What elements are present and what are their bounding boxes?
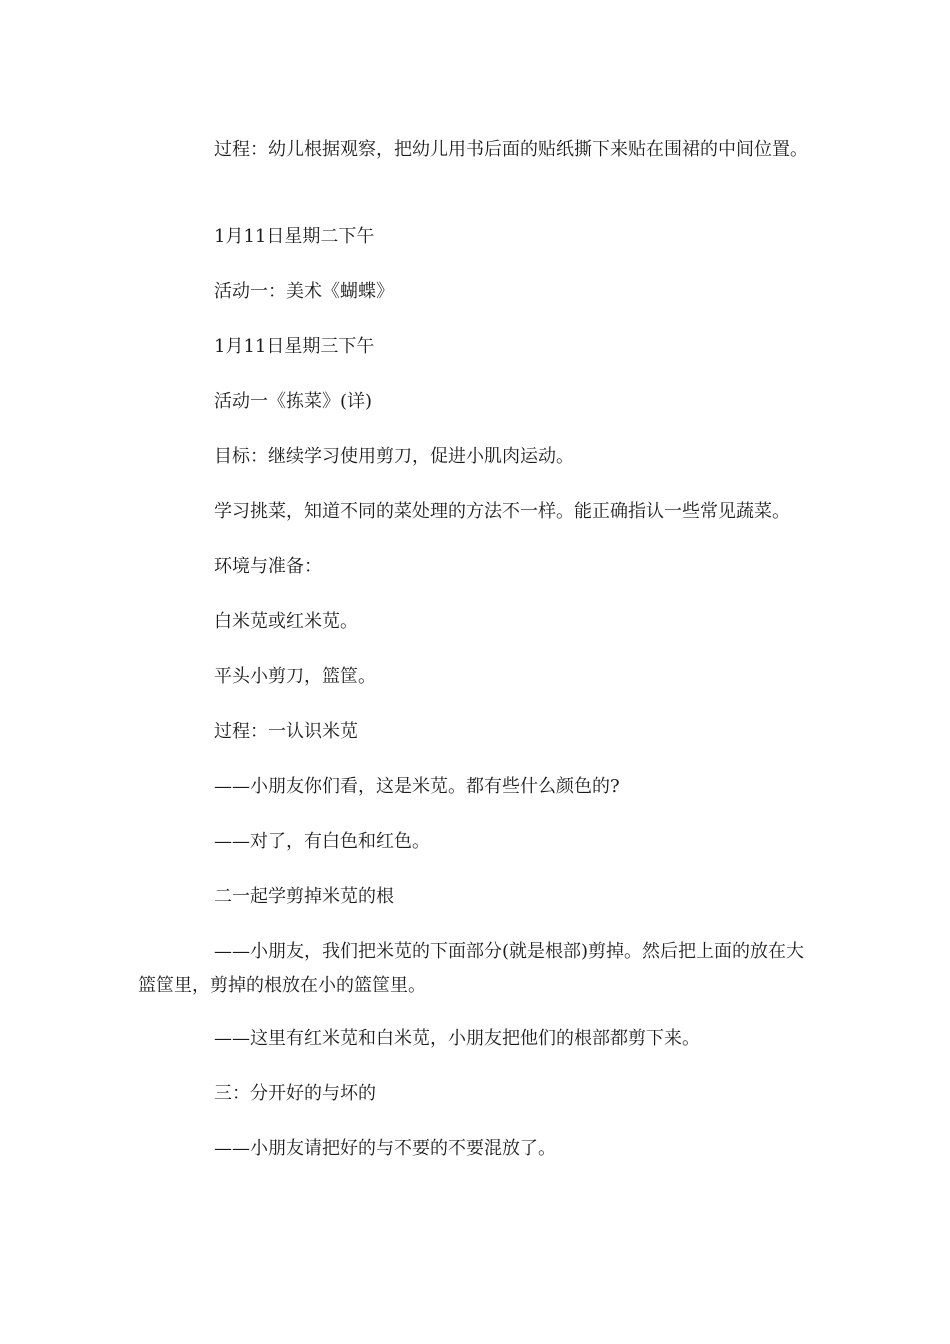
paragraph-date-wednesday: 1月11日星期三下午 bbox=[214, 336, 375, 357]
paragraph-date-tuesday: 1月11日星期二下午 bbox=[214, 226, 375, 247]
paragraph-dialogue-cut-roots: ——小朋友，我们把米苋的下面部分(就是根部)剪掉。然后把上面的放在大篮筐里，剪掉的根放在小的篮筐里。 bbox=[138, 941, 805, 996]
paragraph-amaranth: 白米苋或红米苋。 bbox=[214, 611, 358, 632]
paragraph-scissors-baskets: 平头小剪刀，篮筐。 bbox=[214, 666, 376, 687]
paragraph-dialogue-red-white-roots: ——这里有红米苋和白米苋，小朋友把他们的根部都剪下来。 bbox=[214, 1028, 700, 1049]
paragraph-step-two: 二一起学剪掉米苋的根 bbox=[214, 886, 394, 907]
paragraph-dialogue-colors: ——小朋友你们看，这是米苋。都有些什么颜色的? bbox=[214, 776, 620, 797]
paragraph-process-sticker: 过程：幼儿根据观察，把幼儿用书后面的贴纸撕下来贴在围裙的中间位置。 bbox=[214, 139, 808, 160]
paragraph-goal-picking: 学习挑菜，知道不同的菜处理的方法不一样。能正确指认一些常见蔬菜。 bbox=[214, 501, 790, 522]
paragraph-dialogue-separate: ——小朋友请把好的与不要的不要混放了。 bbox=[214, 1138, 556, 1159]
paragraph-goal-scissors: 目标：继续学习使用剪刀，促进小肌肉运动。 bbox=[214, 446, 574, 467]
paragraph-activity-butterfly: 活动一：美术《蝴蝶》 bbox=[214, 281, 394, 302]
paragraph-environment-heading: 环境与准备： bbox=[214, 556, 322, 577]
paragraph-process-step-one: 过程：一认识米苋 bbox=[214, 721, 358, 742]
paragraph-dialogue-white-red: ——对了，有白色和红色。 bbox=[214, 831, 430, 852]
paragraph-step-three: 三：分开好的与坏的 bbox=[214, 1083, 376, 1104]
paragraph-activity-vegetables: 活动一《拣菜》(详) bbox=[214, 391, 373, 412]
